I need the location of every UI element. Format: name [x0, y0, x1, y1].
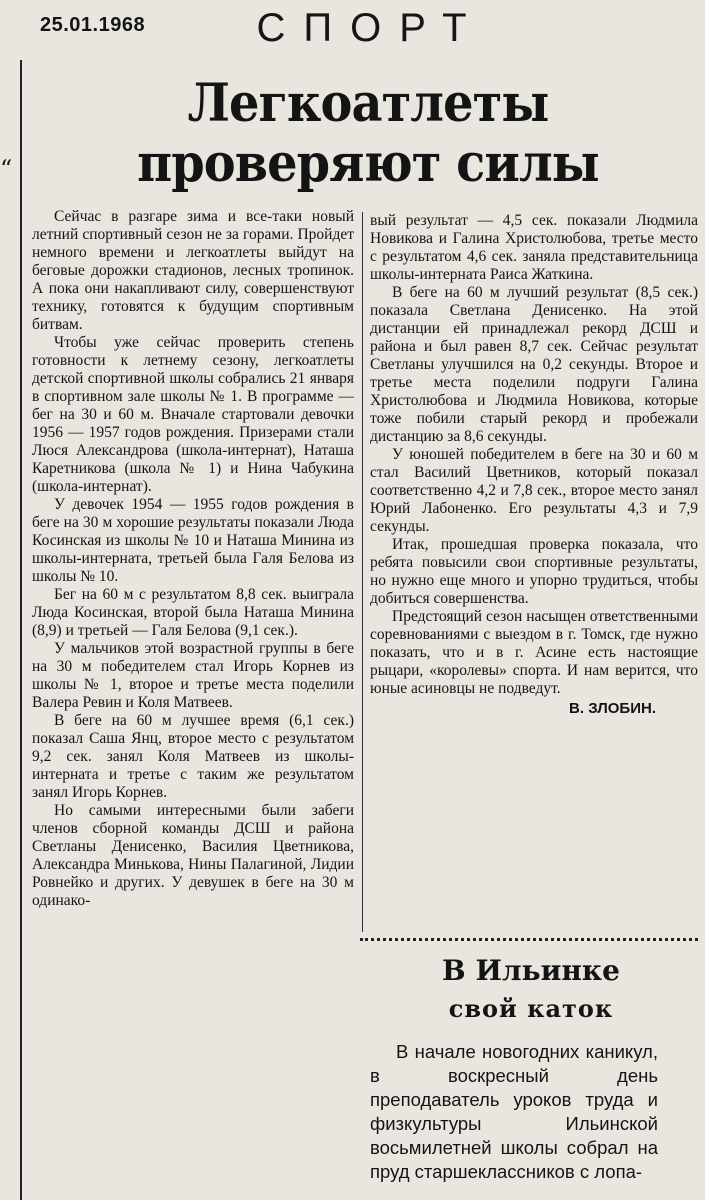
headline-line-1: Легкоатлеты — [187, 73, 549, 134]
paragraph: В начале новогодних каникул, в воскресный день преподаватель уроков труда и физкультуры Ильинской восьмилетней школы собрал на пруд старшеклассников с лопа- — [370, 1041, 658, 1182]
dotted-separator — [360, 938, 698, 941]
paragraph: Сейчас в разгаре зима и все-таки новый летний спортивный сезон не за горами. Пройдет немного времени и легкоатлеты выйдут на беговые дорожки стадионов, лесных тропинок. А пока они накапливают силу, совершенствуют технику, готовятся к будущим спортивным битвам. — [32, 208, 354, 333]
paragraph: Но самыми интересными были забеги членов сборной команды ДСШ и района Светланы Денисенко, Василия Цветникова, Александра Минькова, Нины Палагиной, Лидии Ровнейко и других. У девушек в беге на 30 м одинако- — [32, 802, 354, 909]
second-headline-line-2: свой каток — [448, 994, 614, 1023]
quote-mark: “ — [0, 155, 13, 183]
article-column-2 — [370, 212, 698, 718]
paragraph: В беге на 60 м лучшее время (6,1 сек.) показал Саша Янц, второе место с результатом 9,2 сек. занял Коля Матвеев из школы-интерната и третье с таким же результатом занял Игорь Корнев. — [32, 712, 354, 801]
left-margin-rule — [20, 60, 22, 1200]
paragraph: Предстоящий сезон насыщен ответственными соревнованиями с выездом в г. Томск, где нужно показать, что и в г. Асине есть настоящие рыцари, «королевы» спорта. И нам верится, что юные асиновцы не подведут. — [370, 608, 698, 697]
date-label: 25.01.1968 — [40, 14, 146, 36]
headline-line-2: проверяют силы — [137, 133, 599, 194]
column-divider — [362, 212, 363, 932]
paragraph: В беге на 60 м лучший результат (8,5 сек.) показала Светлана Денисенко. На этой дистанции ей принадлежал рекорд ДСШ и района и был равен 8,7 сек. Сейчас результат Светланы улучшился на 0,2 секунды. Второе и третье места поделили подруги Галина Христолюбова и Людмила Новикова, которые тоже побили старый рекорд и пробежали дистанцию за 8,6 секунды. — [370, 284, 698, 445]
second-headline-line-1: В Ильинке — [442, 954, 620, 987]
rubric-title: СПОРТ — [256, 6, 485, 50]
paragraph: У мальчиков этой возрастной группы в беге на 30 м победителем стал Игорь Корнев из школы № 1, второе и третье места поделили Валера Ревин и Коля Матвеев. — [32, 640, 354, 711]
paragraph: Итак, прошедшая проверка показала, что ребята повысили свои спортивные результаты, но нужно еще много и упорно трудиться, чтобы добиться совершенства. — [370, 536, 698, 607]
headline — [110, 74, 625, 194]
paragraph: Бег на 60 м с результатом 8,8 сек. выиграла Люда Косинская, второй была Наташа Минина (8,9) и третьей — Галя Белова (9,1 сек.). — [32, 586, 354, 639]
paragraph: вый результат — 4,5 сек. показали Людмила Новикова и Галина Христолюбова, третье место с результатом 4,6 сек. заняла представительница школы-интерната Раиса Жаткина. — [370, 212, 698, 283]
paragraph: У девочек 1954 — 1955 годов рождения в беге на 30 м хорошие результаты показали Люда Косинская из школы № 10 и Наташа Минина из школы-интерната, третьей была Галя Белова из школы № 10. — [32, 496, 354, 585]
second-article-body — [370, 1040, 658, 1184]
paragraph: Чтобы уже сейчас проверить степень готовности к летнему сезону, легкоатлеты детской спортивной школы собрались 21 января в спортивном зале школы № 1. В программе — бег на 30 и 60 м. Вначале стартовали девочки 1956 — 1957 годов рождения. Призерами стали Люся Александрова (школа-интернат), Наташа Каретникова (школа № 1) и Нина Чабукина (школа-интернат). — [32, 334, 354, 495]
second-headline — [362, 952, 700, 1028]
paragraph: У юношей победителем в беге на 30 и 60 м стал Василий Цветников, который показал соответственно 4,2 и 7,8 сек., второе место занял Юрий Лабоненко. Его результаты 4,3 и 7,9 секунды. — [370, 446, 698, 535]
article-column-1 — [32, 208, 354, 910]
author-signature: В. ЗЛОБИН. — [569, 700, 656, 717]
